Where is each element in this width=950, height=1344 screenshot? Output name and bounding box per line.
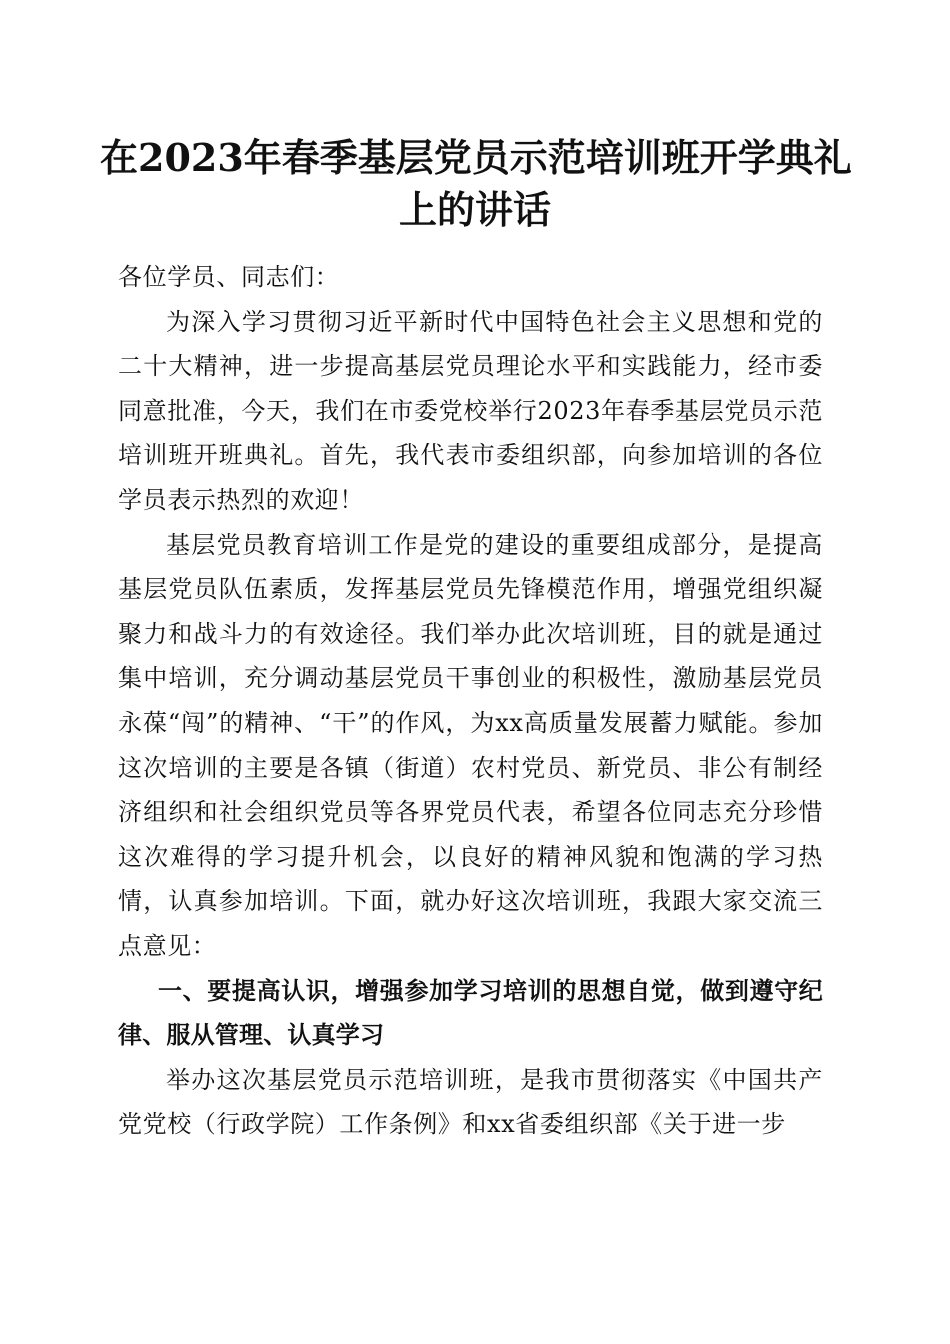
section-1-paragraph: 举办这次基层党员示范培训班，是我市贯彻落实《中国共产党党校（行政学院）工作条例》和xx省委组织部《关于进一步 [118,1065,823,1139]
title-line-1: 在2023年春季基层党员示范培训班开学典礼 [100,135,852,180]
document-body [118,255,823,1147]
title-line-2: 上的讲话 [398,187,551,232]
paragraph-intro: 为深入学习贯彻习近平新时代中国特色社会主义思想和党的二十大精神，进一步提高基层党员理论水平和实践能力，经市委同意批准，今天，我们在市委党校举行2023年春季基层党员示范培训班开班典礼。首先，我代表市委组织部，向参加培训的各位学员表示热烈的欢迎！ [118,307,823,514]
salutation: 各位学员、同志们： [118,263,340,291]
paragraph-purpose: 基层党员教育培训工作是党的建设的重要组成部分，是提高基层党员队伍素质，发挥基层党员先锋模范作用，增强党组织凝聚力和战斗力的有效途径。我们举办此次培训班，目的就是通过集中培训，充分调动基层党员干事创业的积极性，激励基层党员永葆“闯”的精神、“干”的作风，为xx高质量发展蓄力赋能。参加这次培训的主要是各镇（街道）农村党员、新党员、非公有制经济组织和社会组织党员等各界党员代表，希望各位同志充分珍惜这次难得的学习提升机会，以良好的精神风貌和饱满的学习热情，认真参加培训。下面，就办好这次培训班，我跟大家交流三点意见： [118,530,823,960]
section-heading-1: 一、要提高认识，增强参加学习培训的思想自觉，做到遵守纪律、服从管理、认真学习 [118,976,823,1050]
document-title [100,132,850,236]
